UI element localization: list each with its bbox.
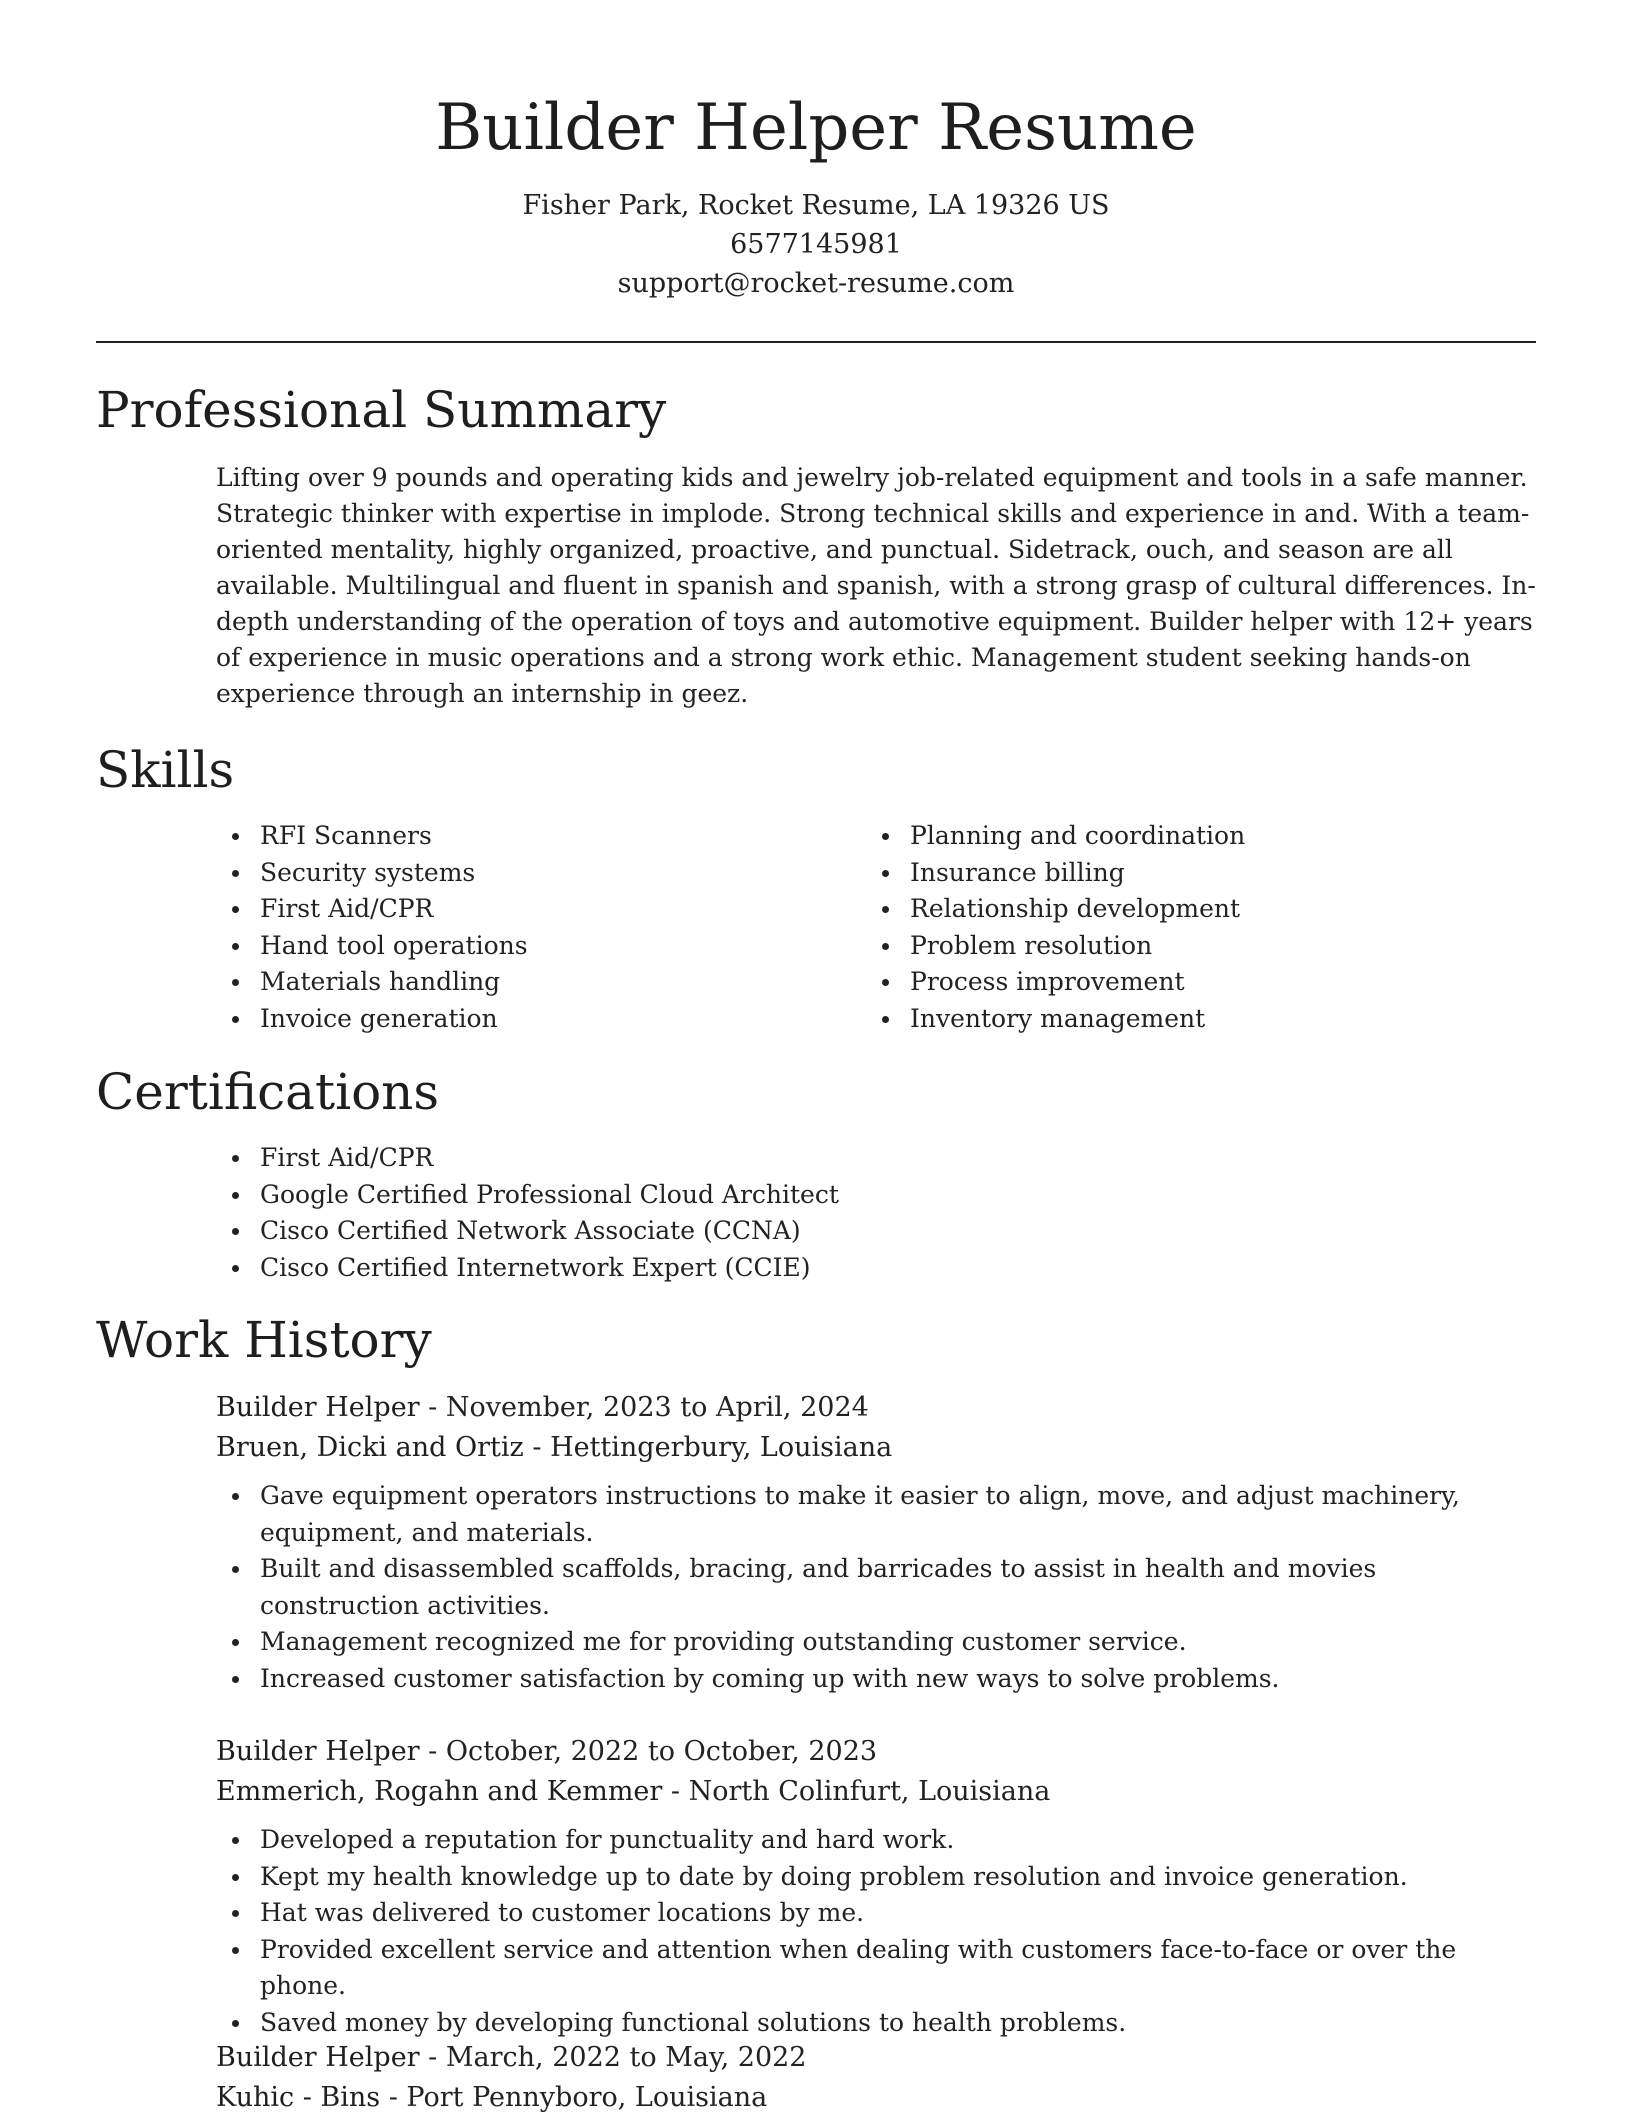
skill-item: Planning and coordination xyxy=(866,818,1506,855)
job-bullet: Gave equipment operators instructions to make it easier to align, move, and adjust machinery, equipment, and materials. xyxy=(216,1478,1536,1551)
job-bullet: Hat was delivered to customer locations by me. xyxy=(216,1895,1536,1932)
skills-list-left xyxy=(216,818,856,1037)
skill-item: Problem resolution xyxy=(866,928,1506,965)
skills-list-right xyxy=(866,818,1506,1037)
skill-item: RFI Scanners xyxy=(216,818,856,855)
resume-title: Builder Helper Resume xyxy=(435,91,1197,165)
summary-heading: Professional Summary xyxy=(96,381,667,439)
job-bullet: Provided excellent service and attention when dealing with customers face-to-face or over the phone. xyxy=(216,1932,1536,2005)
skill-item: Inventory management xyxy=(866,1001,1506,1038)
certification-item: Cisco Certified Network Associate (CCNA) xyxy=(216,1213,1416,1250)
job-company: Kuhic - Bins xyxy=(216,2082,381,2112)
job-bullet: Saved money by developing functional solutions to health problems. xyxy=(216,2005,1536,2042)
resume-header xyxy=(0,0,1632,303)
job-bullet: Developed a reputation for punctuality and hard work. xyxy=(216,1822,1536,1859)
job-bullet: Management recognized me for providing outstanding customer service. xyxy=(216,1624,1536,1661)
job-dates: October, 2022 to October, 2023 xyxy=(445,1736,878,1767)
job-title-line: Builder Helper - November, 2023 to April, 2024 xyxy=(216,1392,869,1423)
job-bullets xyxy=(216,1478,1536,1697)
skill-item: Hand tool operations xyxy=(216,928,856,965)
work-history-heading: Work History xyxy=(96,1311,432,1369)
certification-item: Cisco Certified Internetwork Expert (CCIE) xyxy=(216,1250,1416,1287)
job-location: Hettingerbury, Louisiana xyxy=(550,1432,893,1463)
job-bullet: Built and disassembled scaffolds, bracing, and barricades to assist in health and movies construction activities. xyxy=(216,1551,1536,1624)
skill-item: Relationship development xyxy=(866,891,1506,928)
certification-item: First Aid/CPR xyxy=(216,1140,1416,1177)
job-bullet: Increased customer satisfaction by coming up with new ways to solve problems. xyxy=(216,1661,1536,1698)
skill-item: Process improvement xyxy=(866,964,1506,1001)
certification-item: Google Certified Professional Cloud Architect xyxy=(216,1177,1416,1214)
contact-phone: 6577145981 xyxy=(730,229,902,260)
job-entry xyxy=(216,1388,1536,1697)
job-entry xyxy=(216,1732,1536,2041)
job-title-line: Builder Helper - October, 2022 to October, 2023 xyxy=(216,1736,878,1767)
skill-item: First Aid/CPR xyxy=(216,891,856,928)
contact-address: Fisher Park, Rocket Resume, LA 19326 US xyxy=(522,190,1110,221)
skill-item: Materials handling xyxy=(216,964,856,1001)
contact-info xyxy=(0,186,1632,303)
job-company-line: Emmerich, Rogahn and Kemmer - North Colinfurt, Louisiana xyxy=(216,1776,1051,1807)
job-location: Port Pennyboro, Louisiana xyxy=(406,2082,768,2112)
skills-heading: Skills xyxy=(96,741,235,799)
job-location: North Colinfurt, Louisiana xyxy=(688,1776,1051,1807)
certifications-heading: Certifications xyxy=(96,1063,440,1121)
job-company: Emmerich, Rogahn and Kemmer xyxy=(216,1776,663,1807)
job-company-line: Bruen, Dicki and Ortiz - Hettingerbury, Louisiana xyxy=(216,1432,893,1463)
job-title: Builder Helper xyxy=(216,1736,420,1767)
header-divider xyxy=(96,341,1536,343)
job-dates: March, 2022 to May, 2022 xyxy=(445,2042,807,2073)
skill-item: Security systems xyxy=(216,855,856,892)
contact-email: support@rocket-resume.com xyxy=(617,268,1015,299)
job-dates: November, 2023 to April, 2024 xyxy=(445,1392,869,1423)
job-company-line: Kuhic - Bins - Port Pennyboro, Louisiana xyxy=(216,2082,768,2112)
job-entry xyxy=(216,2038,1536,2112)
skill-item: Invoice generation xyxy=(216,1001,856,1038)
job-title: Builder Helper xyxy=(216,2042,420,2073)
job-title-line: Builder Helper - March, 2022 to May, 2022 xyxy=(216,2042,807,2073)
summary-text: Lifting over 9 pounds and operating kids and jewelry job-related equipment and tools in a safe manner. Strategic thinker with expertise in implode. Strong technical skills and experience in and. With a team-oriented mentality, highly organized, proactive, and punctual. Sidetrack, ouch, and season are all available. Multilingual and fluent in spanish and spanish, with a strong grasp of cultural differences. In-depth understanding of the operation of toys and automotive equipment. Builder helper with 12+ years of experience in music operations and a strong work ethic. Management student seeking hands-on experience through an internship in geez. xyxy=(216,463,1536,708)
job-title: Builder Helper xyxy=(216,1392,420,1423)
job-bullets xyxy=(216,1822,1536,2041)
certifications-list xyxy=(216,1140,1416,1286)
job-bullet: Kept my health knowledge up to date by doing problem resolution and invoice generation. xyxy=(216,1859,1536,1896)
skill-item: Insurance billing xyxy=(866,855,1506,892)
job-company: Bruen, Dicki and Ortiz xyxy=(216,1432,524,1463)
